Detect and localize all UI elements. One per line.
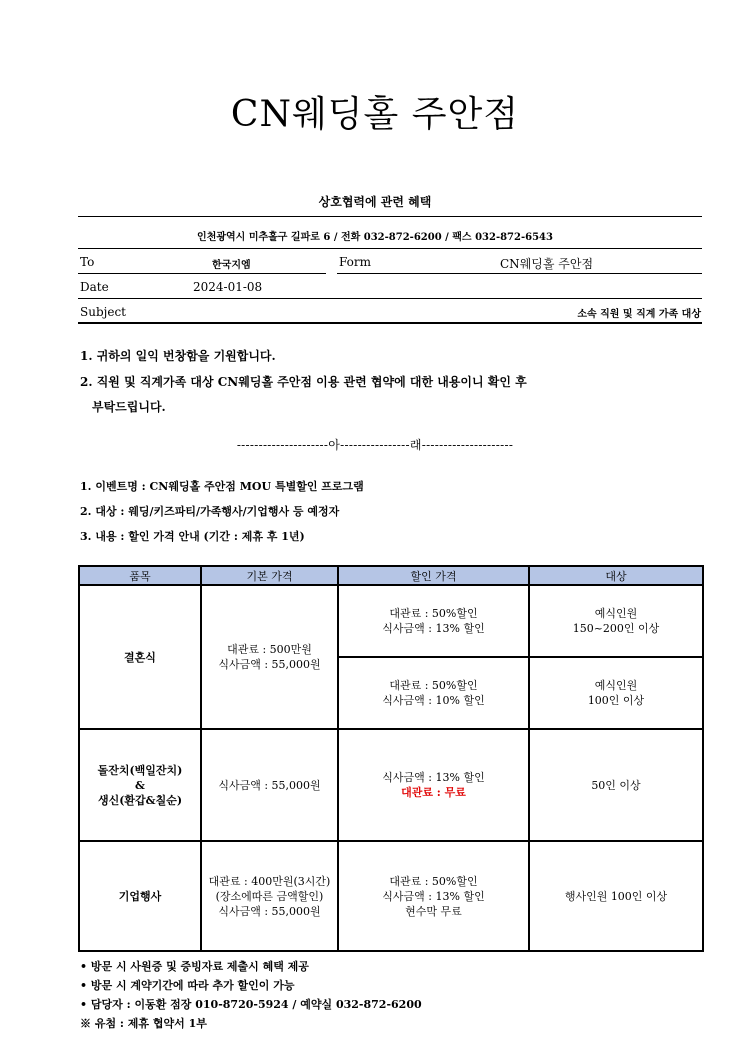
header-discount-price: 할인 가격 — [338, 566, 529, 585]
wedding-target-a-cell — [529, 585, 703, 657]
wedding-target-a-label: 예식인원 — [594, 607, 638, 620]
table-row — [79, 729, 703, 841]
wedding-discount-a-meal: 식사금액 : 13% 할인 — [382, 622, 485, 635]
divider — [78, 216, 702, 217]
corporate-discount-cell — [338, 841, 529, 951]
party-discount-cell — [338, 729, 529, 841]
document-title: CN웨딩홀 주안점 — [230, 94, 520, 135]
header-base-price: 기본 가격 — [201, 566, 338, 585]
wedding-base-cell — [201, 585, 338, 729]
corporate-base-cell — [201, 841, 338, 951]
divider — [78, 248, 702, 249]
separator-line: ---------------------아----------------래--------------------- — [236, 438, 514, 452]
wedding-base-rental: 대관료 : 500만원 — [227, 643, 312, 656]
body-line-2: 2. 직원 및 직계가족 대상 CN웨딩홀 주안점 이용 관련 협약에 대한 내용이니 확인 후 — [80, 375, 527, 389]
address-line: 인천광역시 미추홀구 길파로 6 / 전화 032-872-6200 / 팩스 032-872-6543 — [197, 232, 553, 243]
item-1: 1. 이벤트명 : CN웨딩홀 주안점 MOU 특별할인 프로그램 — [80, 480, 364, 493]
divider — [78, 322, 702, 324]
corporate-discount-meal: 식사금액 : 13% 할인 — [382, 889, 485, 903]
date-label: Date — [80, 280, 109, 294]
header-target: 대상 — [529, 566, 703, 585]
party-base-cell — [201, 729, 338, 841]
to-value: 한국지엠 — [212, 260, 251, 271]
note-3: • 담당자 : 이동환 점장 010-8720-5924 / 예약실 032-872-6200 — [80, 998, 422, 1011]
wedding-target-a-count: 150~200인 이상 — [572, 622, 660, 635]
wedding-target-b-count: 100인 이상 — [587, 694, 645, 707]
item-2: 2. 대상 : 웨딩/키즈파티/가족행사/기업행사 등 예정자 — [80, 505, 340, 518]
party-item-line-3: 생신(환갑&칠순) — [97, 793, 183, 807]
wedding-discount-b-cell — [338, 657, 529, 729]
party-target: 50인 이상 — [591, 778, 641, 792]
divider — [78, 298, 702, 299]
wedding-discount-b-rental: 대관료 : 50%할인 — [389, 679, 478, 692]
subject-label: Subject — [80, 305, 126, 319]
party-base-meal: 식사금액 : 55,000원 — [218, 778, 321, 792]
item-3: 3. 내용 : 할인 가격 안내 (기간 : 제휴 후 1년) — [80, 530, 305, 543]
note-4: ※ 유첨 : 제휴 협약서 1부 — [80, 1017, 207, 1030]
benefits-table — [78, 565, 704, 952]
table-row — [79, 841, 703, 951]
corporate-item-cell — [79, 841, 201, 951]
table-header-row — [79, 566, 703, 585]
party-discount-rental-free: 대관료 : 무료 — [401, 786, 466, 799]
corporate-base-note: (장소에따른 금액할인) — [215, 889, 324, 903]
corporate-target: 행사인원 100인 이상 — [564, 889, 668, 903]
corporate-base-rental: 대관료 : 400만원(3시간) — [208, 874, 331, 888]
date-value: 2024-01-08 — [193, 280, 263, 294]
wedding-discount-a-cell — [338, 585, 529, 657]
wedding-target-b-cell — [529, 657, 703, 729]
table-row — [79, 585, 703, 657]
form-value: CN웨딩홀 주안점 — [500, 257, 594, 271]
wedding-item: 결혼식 — [124, 650, 156, 664]
corporate-base-meal: 식사금액 : 55,000원 — [218, 904, 321, 918]
wedding-discount-b-meal: 식사금액 : 10% 할인 — [382, 694, 485, 707]
party-item-line-1: 돌잔치(백일잔치) — [97, 763, 183, 777]
wedding-item-cell — [79, 585, 201, 729]
note-1: • 방문 시 사원증 및 증빙자료 제출시 혜택 제공 — [80, 960, 309, 973]
wedding-base-meal: 식사금액 : 55,000원 — [218, 658, 321, 671]
corporate-item: 기업행사 — [118, 889, 162, 903]
body-line-2b: 부탁드립니다. — [92, 400, 166, 414]
form-label: Form — [339, 255, 372, 269]
document-subtitle: 상호협력에 관련 혜택 — [318, 195, 432, 209]
corporate-discount-rental: 대관료 : 50%할인 — [389, 874, 478, 888]
party-discount-meal: 식사금액 : 13% 할인 — [382, 771, 485, 784]
party-target-cell — [529, 729, 703, 841]
wedding-target-b-label: 예식인원 — [594, 679, 638, 692]
wedding-discount-a-rental: 대관료 : 50%할인 — [389, 607, 478, 620]
party-item-cell — [79, 729, 201, 841]
body-line-1: 1. 귀하의 일익 번창함을 기원합니다. — [80, 349, 276, 363]
divider — [337, 273, 702, 274]
note-2: • 방문 시 계약기간에 따라 추가 할인이 가능 — [80, 979, 295, 992]
header-item: 품목 — [79, 566, 201, 585]
party-item-line-2: & — [135, 778, 145, 792]
divider — [78, 273, 326, 274]
corporate-discount-banner: 현수막 무료 — [405, 904, 462, 918]
corporate-target-cell — [529, 841, 703, 951]
subject-value: 소속 직원 및 직계 가족 대상 — [577, 309, 701, 320]
to-label: To — [80, 255, 95, 269]
